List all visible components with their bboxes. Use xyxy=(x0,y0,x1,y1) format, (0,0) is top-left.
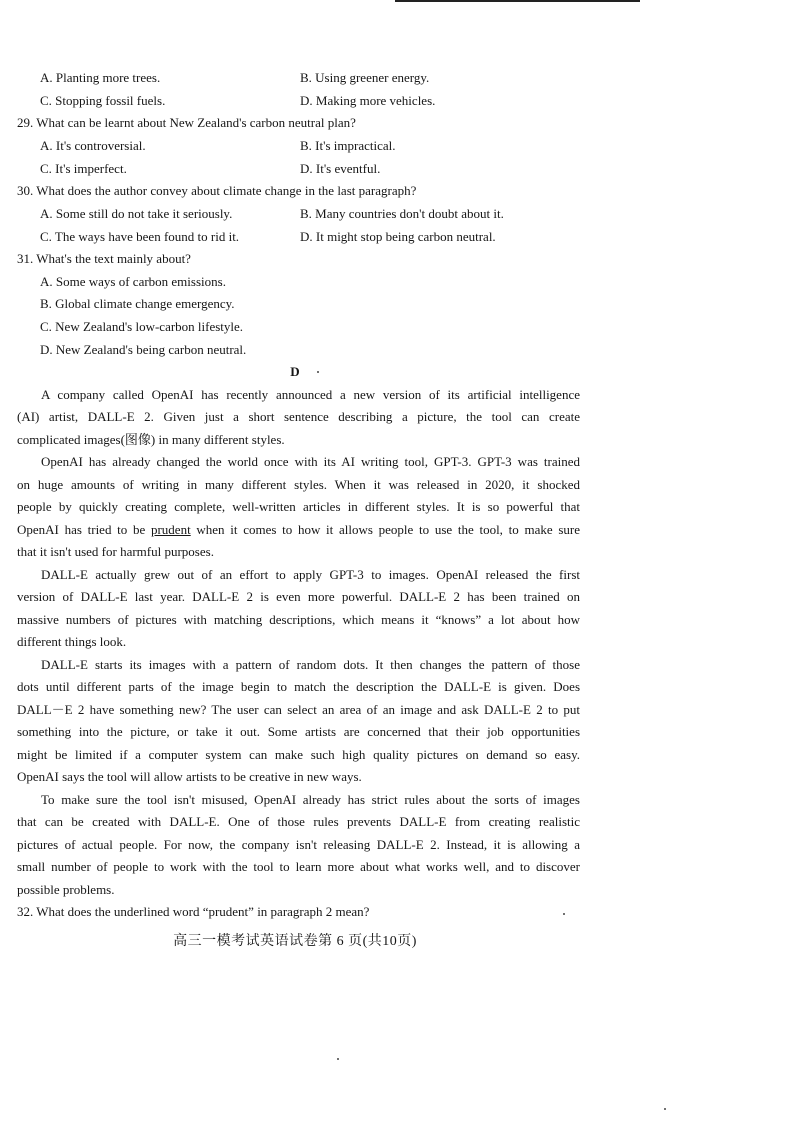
q28-option-b: B. Using greener energy. xyxy=(300,70,430,85)
passage-p4-line2: dots until different parts of the image begin to match the description the DALL-E is given. Does xyxy=(17,679,580,694)
passage-p3-line2: version of DALL-E last year. DALL-E 2 is even more powerful. DALL-E 2 has been trained on xyxy=(17,589,580,604)
passage-p1-line1: A company called OpenAI has recently announced a new version of its artificial intelligence xyxy=(41,387,580,402)
q29-option-d: D. It's eventful. xyxy=(300,161,381,176)
scan-speck xyxy=(337,1058,339,1060)
passage-p5-line3: pictures of actual people. For now, the company isn't releasing DALL-E 2. Instead, it is allowing a xyxy=(17,837,580,852)
q29-option-a: A. It's controversial. xyxy=(40,138,146,153)
q30-option-b: B. Many countries don't doubt about it. xyxy=(300,206,504,221)
passage-p2-line4 xyxy=(17,522,580,538)
q30-option-c: C. The ways have been found to rid it. xyxy=(40,229,240,244)
scan-speck xyxy=(664,1108,666,1110)
q31-stem: 31. What's the text mainly about? xyxy=(17,251,191,266)
q29-option-b: B. It's impractical. xyxy=(300,138,396,153)
passage-p4-line5: might be limited if a computer system can make such high quality pictures on demand so easy. xyxy=(17,747,580,762)
passage-p3-line4: different things look. xyxy=(17,634,127,649)
top-rule xyxy=(395,0,640,2)
passage-p2-line4-start: OpenAI has tried to be xyxy=(17,522,151,537)
passage-p1-line2: (AI) artist, DALL-E 2. Given just a short sentence describing a picture, the tool can create xyxy=(17,409,580,424)
q32-stem: 32. What does the underlined word “prudent” in paragraph 2 mean? xyxy=(17,904,370,919)
passage-p5-line1: To make sure the tool isn't misused, OpenAI already has strict rules about the sorts of images xyxy=(41,792,580,807)
page-footer: 高三一模考试英语试卷第 6 页(共10页) xyxy=(173,934,417,949)
passage-p2-line5: that it isn't used for harmful purposes. xyxy=(17,544,214,559)
q28-option-a: A. Planting more trees. xyxy=(40,70,161,85)
underlined-word: prudent xyxy=(150,522,191,537)
q31-option-d: D. New Zealand's being carbon neutral. xyxy=(40,342,247,357)
passage-p4-line6: OpenAI says the tool will allow artists to be creative in new ways. xyxy=(17,769,362,784)
q31-option-c: C. New Zealand's low-carbon lifestyle. xyxy=(40,319,244,334)
passage-p3-line1: DALL-E actually grew out of an effort to apply GPT-3 to images. OpenAI released the first xyxy=(41,567,580,582)
q31-option-b: B. Global climate change emergency. xyxy=(40,296,235,311)
scan-speck xyxy=(317,371,319,373)
passage-p2-line2: on huge amounts of writing in many different styles. When it was released in 2020, it shocked xyxy=(17,477,580,492)
passage-p4-line1: DALL-E starts its images with a pattern of random dots. It then changes the pattern of those xyxy=(41,657,580,672)
passage-p5-line2: that can be created with DALL-E. One of those rules prevents DALL-E from creating realistic xyxy=(17,814,580,829)
q28-option-d: D. Making more vehicles. xyxy=(300,93,436,108)
passage-p5-line5: possible problems. xyxy=(17,882,115,897)
q30-stem: 30. What does the author convey about climate change in the last paragraph? xyxy=(17,183,417,198)
q31-option-a: A. Some ways of carbon emissions. xyxy=(40,274,226,289)
passage-p2-line3: people by quickly creating complete, well-written articles in different styles. It is so powerful that xyxy=(17,499,580,514)
scan-speck xyxy=(563,913,565,915)
passage-p3-line3: massive numbers of pictures with matching descriptions, which means it “knows” a lot about how xyxy=(17,612,580,627)
passage-p4-line4: something into the picture, or take it out. Some artists are concerned that their job opportunities xyxy=(17,724,580,739)
q28-option-c: C. Stopping fossil fuels. xyxy=(40,93,166,108)
passage-p1-line3: complicated images(图像) in many different styles. xyxy=(17,432,285,447)
q29-option-c: C. It's imperfect. xyxy=(40,161,127,176)
passage-p2-line4-end: when it comes to how it allows people to use the tool, to make sure xyxy=(190,522,580,537)
q29-stem: 29. What can be learnt about New Zealand's carbon neutral plan? xyxy=(17,115,356,130)
section-heading: D xyxy=(290,364,300,379)
passage-p5-line4: small number of people to work with the tool to learn more about what works well, and to discover xyxy=(17,859,580,874)
passage-p4-line3: DALL－E 2 have something new? The user can select an area of an image and ask DALL-E 2 to put xyxy=(17,702,580,717)
q30-option-a: A. Some still do not take it seriously. xyxy=(40,206,233,221)
passage-p2-line1: OpenAI has already changed the world once with its AI writing tool, GPT-3. GPT-3 was trained xyxy=(41,454,580,469)
q30-option-d: D. It might stop being carbon neutral. xyxy=(300,229,496,244)
